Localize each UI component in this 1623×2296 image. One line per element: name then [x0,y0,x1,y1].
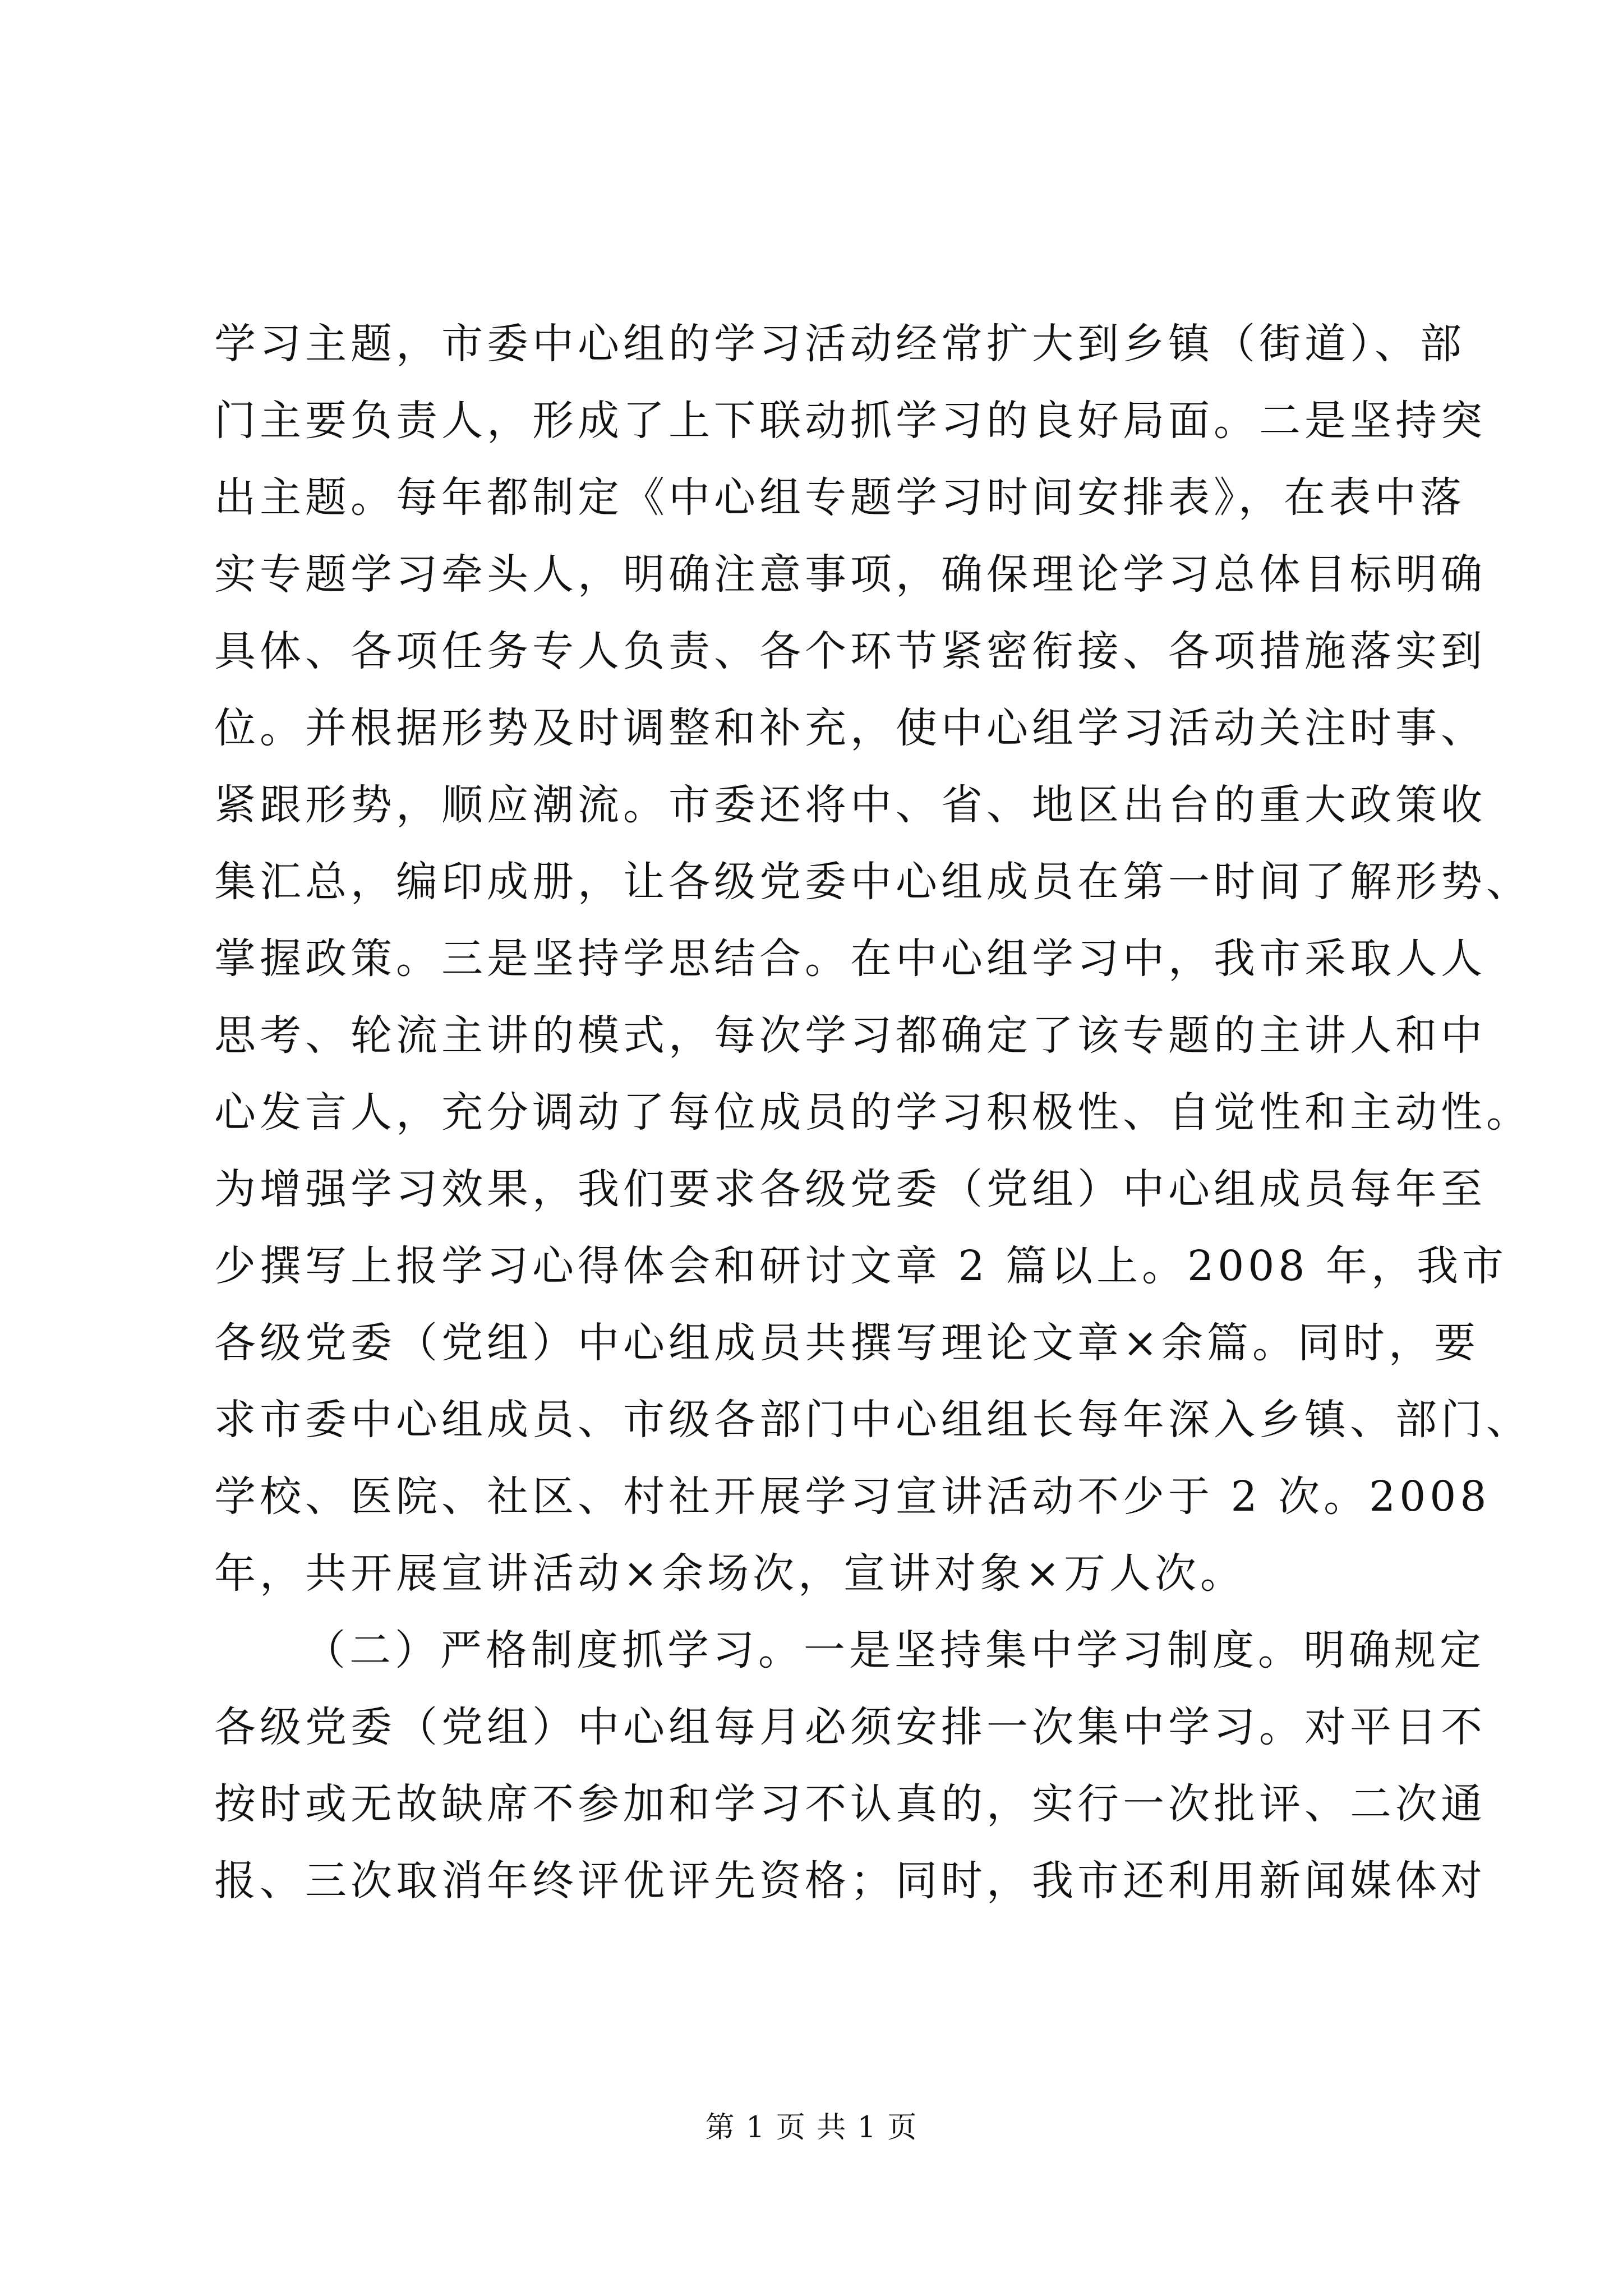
text-line: 实专题学习牵头人，明确注意事项，确保理论学习总体目标明确 [214,550,1486,599]
text-line: 年，共开展宣讲活动×余场次，宣讲对象×万人次。 [214,1549,1246,1598]
text-line: 各级党委（党组）中心组成员共撰写理论文章×余篇。同时，要 [214,1319,1480,1367]
text-line: 出主题。每年都制定《中心组专题学习时间安排表》，在表中落 [214,473,1465,522]
text-line: 门主要负责人，形成了上下联动抓学习的良好局面。二是坚持突 [214,397,1486,445]
text-line: 集汇总，编印成册，让各级党委中心组成员在第一时间了解形势、 [214,858,1532,906]
text-line: 报、三次取消年终评优评先资格；同时，我市还利用新闻媒体对 [214,1857,1486,1905]
text-line: 求市委中心组成员、市级各部门中心组组长每年深入乡镇、部门、 [214,1396,1532,1444]
text-line: 心发言人，充分调动了每位成员的学习积极性、自觉性和主动性。 [214,1088,1532,1137]
page-footer: 第 1 页 共 1 页 [705,2111,918,2145]
text-line: 为增强学习效果，我们要求各级党委（党组）中心组成员每年至 [214,1165,1486,1213]
text-line: 掌握政策。三是坚持学思结合。在中心组学习中，我市采取人人 [214,935,1486,983]
text-line: 紧跟形势，顺应潮流。市委还将中、省、地区出台的重大政策收 [214,781,1486,829]
paragraph-start-line: （二）严格制度抓学习。一是坚持集中学习制度。明确规定 [304,1626,1485,1674]
text-line: 具体、各项任务专人负责、各个环节紧密衔接、各项措施落实到 [214,627,1486,675]
body-text [214,306,1532,1920]
text-line: 学习主题，市委中心组的学习活动经常扩大到乡镇（街道）、部 [214,320,1465,368]
text-line: 各级党委（党组）中心组每月必须安排一次集中学习。对平日不 [214,1703,1486,1751]
text-line: 学校、医院、社区、村社开展学习宣讲活动不少于 2 次。2008 [214,1473,1491,1521]
text-line: 少撰写上报学习心得体会和研讨文章 2 篇以上。2008 年，我市 [214,1242,1507,1290]
text-line: 思考、轮流主讲的模式，每次学习都确定了该专题的主讲人和中 [214,1011,1486,1060]
text-line: 按时或无故缺席不参加和学习不认真的，实行一次批评、二次通 [214,1780,1486,1828]
text-line: 位。并根据形势及时调整和补充，使中心组学习活动关注时事、 [214,704,1486,752]
